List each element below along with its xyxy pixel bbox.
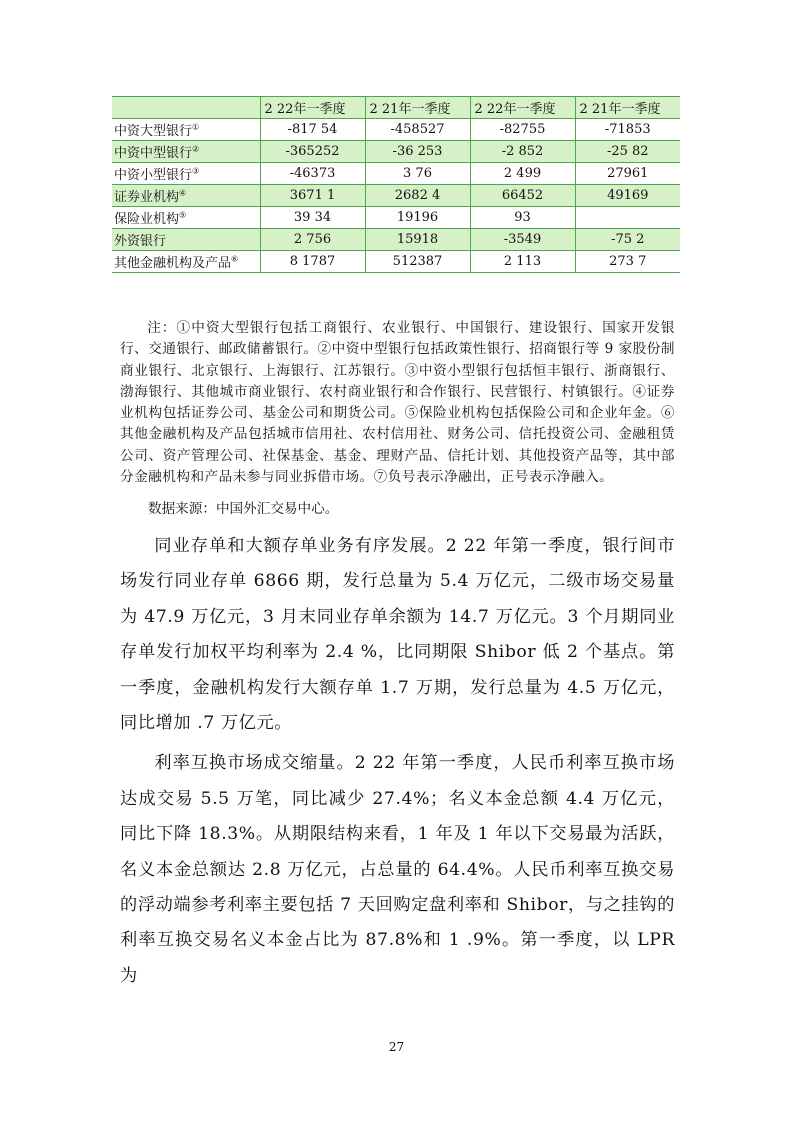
- row-label-text: 其他金融机构及产品: [114, 256, 232, 271]
- header-cell-label: [112, 97, 260, 119]
- row-label-text: 证券业机构: [114, 190, 180, 205]
- table-cell: -25 82: [575, 141, 680, 163]
- row-label-footnote: ②: [192, 144, 200, 154]
- row-label: [112, 185, 260, 207]
- row-label-footnote: ④: [179, 188, 187, 198]
- table-cell: 3671 1: [260, 185, 365, 207]
- row-label: [112, 119, 260, 141]
- row-label: [112, 207, 260, 229]
- row-label-text: 保险业机构: [114, 212, 180, 227]
- table-cell: 49169: [575, 185, 680, 207]
- row-label: [112, 229, 260, 251]
- table-cell: 27961: [575, 163, 680, 185]
- table-cell: 8 1787: [260, 251, 365, 273]
- table-row: [112, 207, 680, 229]
- table-cell: -3549: [470, 229, 575, 251]
- table-cell: -71853: [575, 119, 680, 141]
- table-cell: 15918: [365, 229, 470, 251]
- table-row: [112, 119, 680, 141]
- table-cell: -365252: [260, 141, 365, 163]
- table-cell: 512387: [365, 251, 470, 273]
- table-body: [112, 119, 680, 273]
- row-label: [112, 141, 260, 163]
- table-cell: 2 113: [470, 251, 575, 273]
- table-cell: -2 852: [470, 141, 575, 163]
- row-label-footnote: ⑤: [179, 210, 187, 220]
- table-row: [112, 185, 680, 207]
- table-cell: -75 2: [575, 229, 680, 251]
- row-label-text: 中资中型银行: [114, 146, 193, 161]
- page-number: 27: [388, 1040, 405, 1054]
- table-cell: 273 7: [575, 251, 680, 273]
- note-text: 注：①中资大型银行包括工商银行、农业银行、中国银行、建设银行、国家开发银行、交通银行、邮政储蓄银行。②中资中型银行包括政策性银行、招商银行等 9 家股份制商业银行、北京银行、上海银行、江苏银行。③中资小型银行包括恒丰银行、浙商银行、渤海银行、其他城市商业银行、农村商业银行和合作银行、民营银行、村镇银行。④证券业机构包括证券公司、基金公司和期货公司。⑤保险业机构包括保险公司和企业年金。⑥其他金融机构及产品包括城市信用社、农村信用社、财务公司、信托投资公司、金融租赁公司、资产管理公司、社保基金、基金、理财产品、信托计划、其他投资产品等，其中部分金融机构和产品未参与同业拆借市场。⑦负号表示净融出，正号表示净融入。: [120, 320, 675, 486]
- table-cell: [575, 207, 680, 229]
- table-row: [112, 251, 680, 273]
- row-label-text: 中资大型银行: [114, 124, 193, 139]
- row-label-text: 外资银行: [114, 234, 167, 249]
- table-cell: -46373: [260, 163, 365, 185]
- interbank-flow-table: [112, 96, 680, 273]
- paragraph-ncd: 同业存单和大额存单业务有序发展。2 22 年第一季度，银行间市场发行同业存单 6866 期，发行总量为 5.4 万亿元，二级市场交易量为 47.9 万亿元，3 月末同业存单余额为 14.7 万亿元。3 个月期同业存单发行加权平均利率为 2.4 %，比同期限 Shibor 低 2 个基点。第一季度，金融机构发行大额存单 1.7 万期，发行总量为 4.5 万亿元，同比增加 .7 万亿元。: [120, 536, 675, 734]
- table-row: [112, 141, 680, 163]
- row-label: [112, 163, 260, 185]
- table-cell: 2 499: [470, 163, 575, 185]
- data-source: 数据来源：中国外汇交易中心。: [148, 501, 339, 517]
- table-cell: 66452: [470, 185, 575, 207]
- table-cell: -817 54: [260, 119, 365, 141]
- header-cell-2021q1-b: 2 21年一季度: [575, 97, 680, 119]
- table-cell: 19196: [365, 207, 470, 229]
- row-label-footnote: ⑥: [231, 254, 239, 264]
- table-cell: 3 76: [365, 163, 470, 185]
- body-text: [120, 529, 675, 999]
- paragraph-irs: 利率互换市场成交缩量。2 22 年第一季度，人民币利率互换市场达成交易 5.5 万笔，同比减少 27.4%；名义本金总额 4.4 万亿元，同比下降 18.3%。从期限结构来看，1 年及 1 年以下交易最为活跃，名义本金总额达 2.8 万亿元，占总量的 64.4%。人民币利率互换交易的浮动端参考利率主要包括 7 天回购定盘利率和 Shibor，与之挂钩的利率互换交易名义本金占比为 87.8%和 1 .9%。第一季度，以 LPR 为: [120, 753, 675, 986]
- table-cell: -82755: [470, 119, 575, 141]
- header-cell-2022q1-a: 2 22年一季度: [260, 97, 365, 119]
- table-notes: [120, 318, 675, 488]
- table-cell: 2682 4: [365, 185, 470, 207]
- row-label-text: 中资小型银行: [114, 168, 193, 183]
- table-cell: 39 34: [260, 207, 365, 229]
- table-header-row: [112, 97, 680, 119]
- table-cell: -458527: [365, 119, 470, 141]
- header-cell-2022q1-b: 2 22年一季度: [470, 97, 575, 119]
- row-label-footnote: ①: [192, 122, 200, 132]
- table-row: [112, 163, 680, 185]
- row-label: [112, 251, 260, 273]
- table-cell: 2 756: [260, 229, 365, 251]
- header-cell-2021q1-a: 2 21年一季度: [365, 97, 470, 119]
- row-label-footnote: ③: [192, 166, 200, 176]
- table-row: [112, 229, 680, 251]
- table-cell: -36 253: [365, 141, 470, 163]
- flow-table: [112, 96, 680, 273]
- table-cell: 93: [470, 207, 575, 229]
